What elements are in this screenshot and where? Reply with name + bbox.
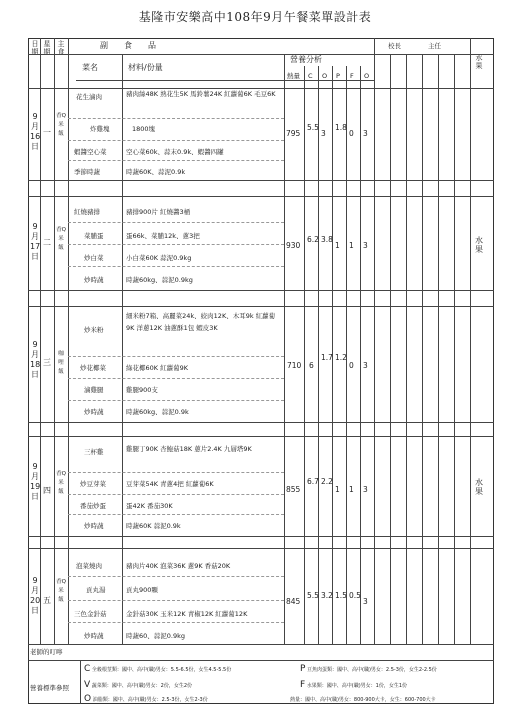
teacher-note-label: 老師的叮嚀 <box>30 648 63 656</box>
dish-ingredients: 蛋42K 番茄30K <box>126 502 173 510</box>
day-month: 9 <box>32 340 38 349</box>
row-divider <box>68 140 284 141</box>
header-side-dishes: 副 食 品 <box>100 41 156 50</box>
col-line <box>438 54 439 644</box>
col-line <box>304 66 305 644</box>
dish-ingredients: 豬排900片 紅燒醬3桶 <box>126 208 191 216</box>
nutrition-f: 0 <box>349 129 354 138</box>
dish-ingredients: 1800塊 <box>132 125 156 133</box>
header-weekday: 星期 <box>43 40 51 56</box>
dish-name: 炒時蔬 <box>84 408 104 416</box>
day-divider <box>28 422 494 423</box>
day-month: 9 <box>32 576 38 585</box>
day-month-char: 月 <box>31 122 39 131</box>
day-month-char: 月 <box>31 586 39 595</box>
nut-col-p: P <box>336 72 340 80</box>
nutrition-p: 1 <box>335 485 340 494</box>
row-divider <box>68 622 284 623</box>
standard-f <box>300 680 407 690</box>
dish-ingredients: 豆芽菜54K 青蔥4把 紅蘿蔔6K <box>126 480 214 488</box>
footer-divider <box>28 660 494 661</box>
row-divider <box>68 266 284 267</box>
row-divider <box>68 160 284 161</box>
nutrition-c: 5.5 <box>307 591 319 600</box>
day-number: 18 <box>30 360 41 369</box>
dish-name: 炒時蔬 <box>84 632 104 640</box>
nutrition-p: 1 <box>335 241 340 250</box>
dish-ingredients: 空心菜60k、蒜末0.9k、蝦醬四罐 <box>126 148 224 156</box>
day-weekday: 一 <box>43 128 51 137</box>
day-staple: 香Q米飯 <box>56 113 66 137</box>
letter-c: C <box>84 664 91 674</box>
col-line <box>470 38 471 644</box>
dish-name: 泡菜燒肉 <box>76 562 102 570</box>
dish-ingredients: 小白菜60K 蒜泥0.9kg <box>126 254 192 262</box>
nutrition-p: 1.5 <box>335 591 347 600</box>
row-divider <box>68 494 284 495</box>
day-month-char: 月 <box>31 350 39 359</box>
header-nurse: 主任 <box>428 42 441 50</box>
day-number: 20 <box>30 596 41 605</box>
dish-name: 炒米粉 <box>84 326 104 334</box>
footer-top-line <box>28 644 494 645</box>
dish-name: 蝦醬空心菜 <box>74 148 107 156</box>
day-divider <box>28 196 494 197</box>
col-line <box>284 54 285 644</box>
standard-p-text: 豆魚肉蛋類：國中、高中(職)男女：2.5-3份，女生2-2.5份 <box>307 667 437 673</box>
nut-col-f: F <box>350 72 354 80</box>
dish-ingredients: 豬肉片40K 泡菜36K 蔥9K 香菇20K <box>126 562 231 570</box>
dish-name: 炒豆芽菜 <box>80 480 106 488</box>
standard-f-text: 水果類：國中、高中(職)男女：1份，女生1份 <box>306 683 408 689</box>
day-divider <box>28 290 494 291</box>
nutrition-c: 5.5 <box>307 123 319 132</box>
header-date: 日期 <box>31 40 39 56</box>
dish-name: 滷雞腿 <box>84 386 104 394</box>
nutrition-p: 1.8 <box>335 123 347 132</box>
standard-o <box>84 694 208 704</box>
nutrition-f: 1 <box>349 485 354 494</box>
nut-col-o: O <box>322 72 328 80</box>
nutrition-f: 0.5 <box>349 591 361 600</box>
dish-name: 三杯雞 <box>84 448 104 456</box>
day-month-char: 月 <box>31 232 39 241</box>
row-divider <box>68 244 284 245</box>
day-char: 日 <box>31 370 39 379</box>
standard-calories: 熱量：國中、高中(職)男女：800-900大卡，女生：600-700大卡 <box>290 697 436 703</box>
row-divider <box>68 576 284 577</box>
dish-ingredients: 時蔬60kg、蒜泥0.9kg <box>126 276 193 284</box>
dish-ingredients: 細米粉7箱、高麗菜24k、絞肉12K、木耳9k 紅蘿蔔9K 洋蔥12K 油蔥酥1包 蝦皮3K <box>126 312 276 332</box>
row-divider <box>68 514 284 515</box>
header-principal: 校長 <box>388 42 401 50</box>
row-divider <box>68 118 284 119</box>
dish-ingredients: 金針菇30K 玉米12K 青椒12K 紅蘿蔔12K <box>126 610 248 618</box>
nutrition-o2: 3 <box>363 361 368 370</box>
col-line <box>406 54 407 644</box>
nutrition-o2: 3 <box>363 597 368 606</box>
day-fruit: 水果 <box>475 478 483 496</box>
dish-name: 花生滷肉 <box>76 93 102 101</box>
day-divider <box>28 436 494 437</box>
day-calories: 710 <box>287 361 302 370</box>
dish-name: 番茄炒蛋 <box>80 502 106 510</box>
letter-p: P <box>300 664 306 674</box>
col-line <box>54 38 55 644</box>
nutrition-o: 3.2 <box>321 591 333 600</box>
footer-col-line <box>80 660 81 704</box>
nutrition-c: 6.2 <box>307 235 319 244</box>
day-divider <box>28 306 494 307</box>
nutrition-f: 0 <box>349 361 354 370</box>
day-weekday: 四 <box>43 486 51 495</box>
header-staple: 主食 <box>57 40 65 56</box>
header-divider <box>28 54 494 55</box>
nutrition-o2: 3 <box>363 129 368 138</box>
standard-c-text: 全穀根莖類：國中、高中(職)男女：5.5-6.5份，女生4.5-5.5份 <box>91 667 232 673</box>
standard-o-text: 油脂類：國中、高中(職)男女：2.5-3份，女生2-3份 <box>92 697 208 703</box>
page-title: 基隆市安樂高中108年9月午餐菜單設計表 <box>138 10 372 24</box>
col-line <box>454 54 455 644</box>
col-line <box>318 66 319 644</box>
col-line <box>390 54 391 644</box>
day-char: 日 <box>31 606 39 615</box>
header-divider <box>76 80 374 81</box>
dish-ingredients: 時蔬60kg、蒜泥0.9k <box>126 408 189 416</box>
nutrition-c: 6 <box>309 361 314 370</box>
dish-ingredients: 時蔬60、蒜泥0.9kg <box>126 632 185 640</box>
day-month-char: 月 <box>31 472 39 481</box>
day-calories: 930 <box>286 241 301 250</box>
dish-name: 三色金針菇 <box>74 610 107 618</box>
standard-c <box>84 664 231 674</box>
standard-v-text: 蔬菜類：國中、高中(職)男女：2份，女生2份 <box>91 683 193 689</box>
day-char: 日 <box>31 492 39 501</box>
standard-p <box>300 664 437 674</box>
day-divider <box>28 548 494 549</box>
header-calories: 熱量 <box>287 72 300 80</box>
nutrition-o2: 3 <box>363 241 368 250</box>
day-divider <box>28 536 494 537</box>
nutrition-o: 2.2 <box>321 477 333 486</box>
letter-v: V <box>84 680 91 690</box>
day-divider <box>28 180 494 181</box>
col-line <box>122 54 123 644</box>
dish-name: 菜脯蛋 <box>84 232 104 240</box>
dish-ingredients: 時蔬60K 蒜泥0.9k <box>126 522 181 530</box>
dish-name: 貢丸湯 <box>86 586 106 594</box>
row-divider <box>68 222 284 223</box>
dish-ingredients: 綠花椰60K 紅蘿蔔9K <box>126 364 188 372</box>
day-month: 9 <box>32 462 38 471</box>
row-divider <box>68 472 284 473</box>
dish-ingredients: 貢丸900顆 <box>126 586 158 594</box>
day-staple: 香Q米飯 <box>56 227 66 251</box>
day-char: 日 <box>31 252 39 261</box>
nutrition-c: 6.7 <box>307 477 319 486</box>
dish-name: 炒白菜 <box>84 254 104 262</box>
dish-name: 紅燒豬排 <box>74 208 100 216</box>
standard-label: 營養標準參照 <box>30 684 69 692</box>
col-line <box>68 38 69 644</box>
day-weekday: 二 <box>43 238 51 247</box>
row-divider <box>68 600 284 601</box>
dish-ingredients: 蛋66k、菜脯12k、蔥3把 <box>126 232 200 240</box>
col-line <box>422 54 423 644</box>
col-line <box>374 38 375 644</box>
letter-f: F <box>300 680 306 690</box>
nut-col-o2: O <box>364 72 370 80</box>
nutrition-o2: 3 <box>363 485 368 494</box>
nutrition-p: 1.2 <box>335 353 347 362</box>
dish-name: 季節時蔬 <box>74 168 100 176</box>
day-char: 日 <box>31 142 39 151</box>
nut-col-c: C <box>308 72 313 80</box>
day-fruit: 水果 <box>475 236 483 254</box>
day-number: 17 <box>30 242 41 251</box>
nutrition-o: 3.8 <box>321 235 333 244</box>
dish-ingredients: 雞腿丁90K 杏鮑菇18K 蔥片2.4K 九層塔9K <box>126 445 252 453</box>
day-staple: 香Q米飯 <box>56 579 66 603</box>
dish-ingredients: 雞腿900支 <box>126 386 158 394</box>
day-weekday: 三 <box>43 358 51 367</box>
row-divider <box>68 378 284 379</box>
standard-v <box>84 680 192 690</box>
row-divider <box>68 356 284 357</box>
col-line <box>360 66 361 644</box>
day-staple: 咖哩飯 <box>58 351 64 375</box>
dish-ingredients: 時蔬60K、蒜泥0.9k <box>126 168 186 176</box>
header-ingredients: 材料/份量 <box>128 63 163 72</box>
day-calories: 845 <box>286 597 301 606</box>
day-calories: 795 <box>286 129 301 138</box>
dish-name: 炒時蔬 <box>84 522 104 530</box>
header-nutrition: 營養分析 <box>290 55 322 64</box>
dish-name: 炒時蔬 <box>84 276 104 284</box>
header-dish-name: 菜名 <box>82 63 98 72</box>
header-fruit: 水果 <box>475 54 483 70</box>
day-weekday: 五 <box>43 596 51 605</box>
dish-name: 炒花椰菜 <box>80 364 106 372</box>
day-month: 9 <box>32 112 38 121</box>
nutrition-o: 3 <box>321 129 326 138</box>
letter-o: O <box>84 694 92 704</box>
day-number: 16 <box>30 132 41 141</box>
dish-name: 炸雞塊 <box>90 125 110 133</box>
day-staple: 香Q米飯 <box>56 471 66 495</box>
col-line <box>40 38 41 644</box>
day-month: 9 <box>32 222 38 231</box>
day-calories: 855 <box>286 485 301 494</box>
row-divider <box>68 400 284 401</box>
dish-ingredients: 豬肉絲48K 熟花生5K 馬鈴薯24K 紅蘿蔔6K 毛豆6K <box>126 90 276 98</box>
day-number: 19 <box>30 482 41 491</box>
nutrition-o: 1.7 <box>321 353 333 362</box>
header-bottom-line <box>28 88 494 89</box>
nutrition-f: 1 <box>349 241 354 250</box>
